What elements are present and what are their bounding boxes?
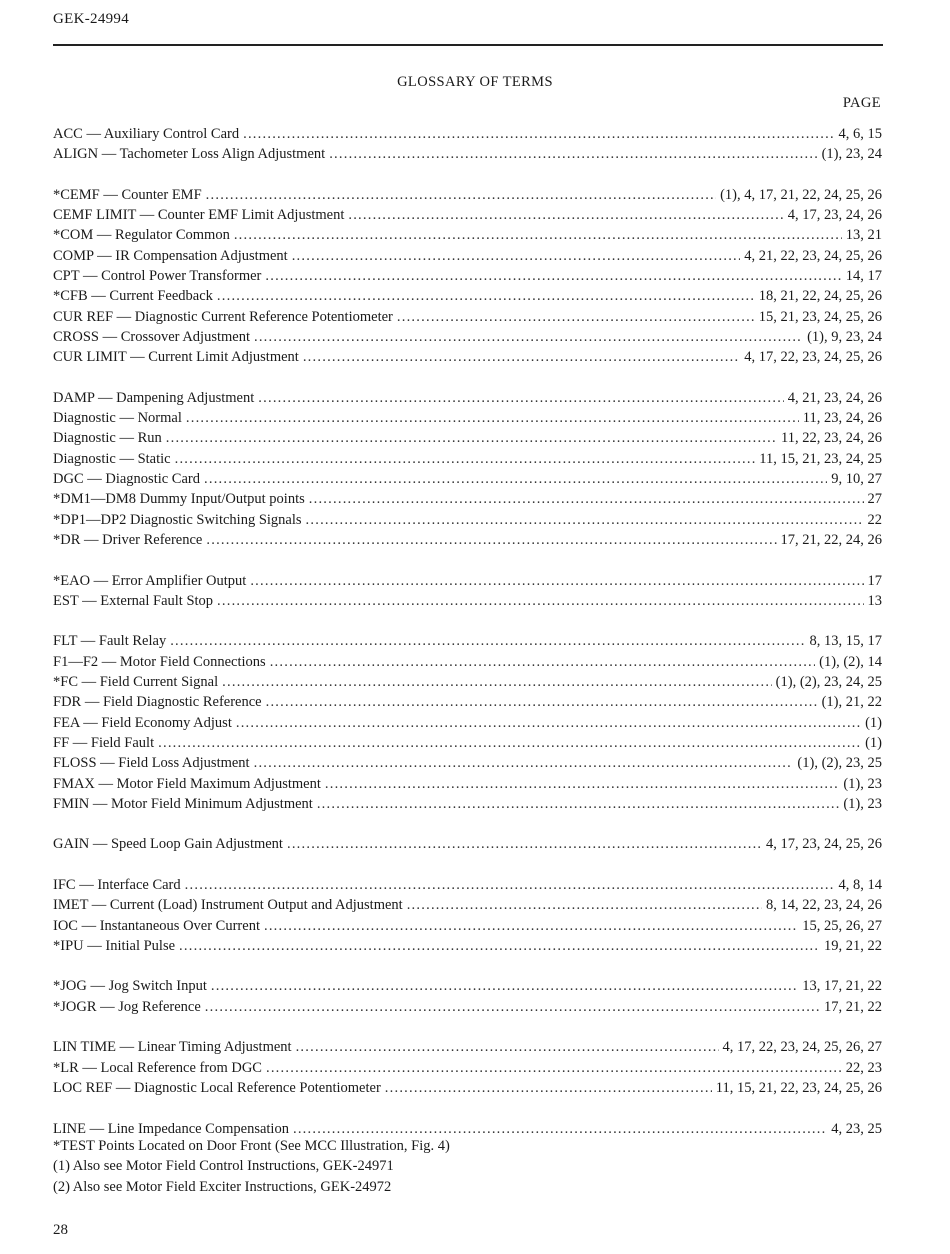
entry-pages: 9, 10, 27 bbox=[831, 471, 882, 488]
entry-term: *LR — Local Reference from DGC bbox=[53, 1059, 262, 1076]
glossary-entry bbox=[53, 834, 882, 854]
dot-leader bbox=[292, 246, 741, 266]
entry-pages: (1), (2), 14 bbox=[819, 653, 882, 670]
glossary-group bbox=[53, 571, 882, 612]
dot-leader bbox=[254, 327, 803, 347]
entry-pages: 8, 13, 15, 17 bbox=[809, 633, 882, 650]
dot-leader bbox=[185, 875, 835, 895]
entry-pages: (1), (2), 23, 24, 25 bbox=[775, 674, 882, 691]
dot-leader bbox=[266, 1058, 842, 1078]
entry-term: IFC — Interface Card bbox=[53, 876, 181, 893]
entry-term: FMIN — Motor Field Minimum Adjustment bbox=[53, 795, 313, 812]
dot-leader bbox=[222, 672, 772, 692]
entry-term: F1—F2 — Motor Field Connections bbox=[53, 653, 266, 670]
entry-term: IMET — Current (Load) Instrument Output and Adjustment bbox=[53, 897, 403, 914]
entry-pages: 4, 17, 22, 23, 24, 25, 26, 27 bbox=[722, 1039, 882, 1056]
dot-leader bbox=[317, 794, 840, 814]
glossary-entry bbox=[53, 895, 882, 915]
glossary-entry bbox=[53, 307, 882, 327]
entry-term: DGC — Diagnostic Card bbox=[53, 471, 200, 488]
entry-pages: (1) bbox=[865, 734, 882, 751]
glossary-group bbox=[53, 124, 882, 165]
entry-term: Diagnostic — Normal bbox=[53, 410, 182, 427]
dot-leader bbox=[217, 286, 755, 306]
entry-pages: 11, 22, 23, 24, 26 bbox=[781, 430, 882, 447]
entry-term: FMAX — Motor Field Maximum Adjustment bbox=[53, 775, 321, 792]
dot-leader bbox=[211, 976, 798, 996]
dot-leader bbox=[206, 185, 716, 205]
glossary-entry bbox=[53, 144, 882, 164]
dot-leader bbox=[179, 936, 820, 956]
glossary-entry bbox=[53, 1058, 882, 1078]
dot-leader bbox=[287, 834, 762, 854]
glossary-entry bbox=[53, 976, 882, 996]
dot-leader bbox=[296, 1037, 719, 1057]
dot-leader bbox=[270, 652, 815, 672]
entry-pages: 27 bbox=[867, 491, 882, 508]
entry-term: *DP1—DP2 Diagnostic Switching Signals bbox=[53, 511, 302, 528]
entry-pages: 4, 8, 14 bbox=[838, 876, 882, 893]
dot-leader bbox=[205, 997, 820, 1017]
glossary-group bbox=[53, 976, 882, 1017]
dot-leader bbox=[325, 774, 839, 794]
glossary-entry bbox=[53, 246, 882, 266]
entry-pages: 4, 21, 23, 24, 26 bbox=[787, 389, 882, 406]
entry-term: FF — Field Fault bbox=[53, 734, 155, 751]
glossary-entry bbox=[53, 428, 882, 448]
entry-term: CROSS — Crossover Adjustment bbox=[53, 328, 250, 345]
glossary-entry bbox=[53, 692, 882, 712]
entry-term: LIN TIME — Linear Timing Adjustment bbox=[53, 1039, 292, 1056]
dot-leader bbox=[303, 347, 740, 367]
dot-leader bbox=[329, 144, 817, 164]
footnotes bbox=[53, 1136, 450, 1197]
entry-term: GAIN — Speed Loop Gain Adjustment bbox=[53, 836, 283, 853]
glossary-entry bbox=[53, 530, 882, 550]
entry-pages: 11, 15, 21, 22, 23, 24, 25, 26 bbox=[715, 1079, 882, 1096]
glossary-entry bbox=[53, 713, 882, 733]
dot-leader bbox=[385, 1078, 712, 1098]
entry-pages: (1), 21, 22 bbox=[821, 694, 882, 711]
entry-term: *JOG — Jog Switch Input bbox=[53, 978, 207, 995]
entry-term: *JOGR — Jog Reference bbox=[53, 998, 201, 1015]
dot-leader bbox=[175, 449, 756, 469]
glossary-group bbox=[53, 834, 882, 854]
glossary-group bbox=[53, 631, 882, 814]
glossary-entry bbox=[53, 489, 882, 509]
glossary-entry bbox=[53, 875, 882, 895]
glossary-entry bbox=[53, 733, 882, 753]
entry-pages: 19, 21, 22 bbox=[824, 937, 882, 954]
glossary-entry bbox=[53, 672, 882, 692]
glossary-entry bbox=[53, 449, 882, 469]
entry-pages: 22, 23 bbox=[845, 1059, 882, 1076]
entry-pages: 11, 15, 21, 23, 24, 25 bbox=[759, 450, 882, 467]
glossary-group bbox=[53, 875, 882, 956]
glossary-list bbox=[53, 124, 882, 1159]
entry-term: *COM — Regulator Common bbox=[53, 227, 230, 244]
glossary-entry bbox=[53, 571, 882, 591]
glossary-entry bbox=[53, 124, 882, 144]
entry-term: CPT — Control Power Transformer bbox=[53, 268, 262, 285]
footnote-2: (2) Also see Motor Field Exciter Instructions, GEK-24972 bbox=[53, 1178, 392, 1195]
dot-leader bbox=[166, 428, 777, 448]
entry-pages: 17 bbox=[867, 572, 882, 589]
entry-term: COMP — IR Compensation Adjustment bbox=[53, 247, 288, 264]
page-column-label: PAGE bbox=[842, 95, 881, 111]
entry-pages: 4, 6, 15 bbox=[838, 126, 882, 142]
entry-pages: 4, 17, 22, 23, 24, 25, 26 bbox=[744, 349, 882, 366]
glossary-entry bbox=[53, 1037, 882, 1057]
dot-leader bbox=[266, 692, 818, 712]
entry-pages: (1), 4, 17, 21, 22, 24, 25, 26 bbox=[720, 186, 882, 203]
document-code: GEK-24994 bbox=[53, 11, 130, 27]
glossary-entry bbox=[53, 347, 882, 367]
glossary-entry bbox=[53, 1078, 882, 1098]
entry-term: FLOSS — Field Loss Adjustment bbox=[53, 755, 250, 772]
dot-leader bbox=[348, 205, 783, 225]
glossary-entry bbox=[53, 205, 882, 225]
glossary-entry bbox=[53, 408, 882, 428]
glossary-entry bbox=[53, 185, 882, 205]
dot-leader bbox=[407, 895, 762, 915]
dot-leader bbox=[170, 631, 805, 651]
entry-pages: 17, 21, 22 bbox=[824, 998, 882, 1015]
entry-term: *DM1—DM8 Dummy Input/Output points bbox=[53, 491, 305, 508]
dot-leader bbox=[236, 713, 861, 733]
dot-leader bbox=[186, 408, 799, 428]
entry-term: DAMP — Dampening Adjustment bbox=[53, 389, 255, 406]
glossary-entry bbox=[53, 794, 882, 814]
entry-pages: 13, 21 bbox=[845, 227, 882, 244]
entry-term: CUR REF — Diagnostic Current Reference Potentiometer bbox=[53, 308, 393, 325]
glossary-group bbox=[53, 388, 882, 550]
dot-leader bbox=[217, 591, 863, 611]
dot-leader bbox=[265, 266, 841, 286]
glossary-entry bbox=[53, 225, 882, 245]
page-number: 28 bbox=[53, 1222, 68, 1238]
footnote-1: (1) Also see Motor Field Control Instructions, GEK-24971 bbox=[53, 1158, 394, 1175]
entry-term: *CEMF — Counter EMF bbox=[53, 186, 202, 203]
dot-leader bbox=[158, 733, 861, 753]
glossary-entry bbox=[53, 591, 882, 611]
glossary-entry bbox=[53, 469, 882, 489]
dot-leader bbox=[250, 571, 863, 591]
footnote-test-points: *TEST Points Located on Door Front (See MCC Illustration, Fig. 4) bbox=[53, 1138, 450, 1154]
entry-pages: 8, 14, 22, 23, 24, 26 bbox=[766, 897, 882, 914]
glossary-entry bbox=[53, 997, 882, 1017]
entry-pages: 4, 17, 23, 24, 25, 26 bbox=[766, 836, 882, 853]
entry-pages: 18, 21, 22, 24, 25, 26 bbox=[758, 288, 882, 305]
glossary-entry bbox=[53, 631, 882, 651]
dot-leader bbox=[254, 753, 794, 773]
dot-leader bbox=[309, 489, 864, 509]
entry-term: FEA — Field Economy Adjust bbox=[53, 714, 232, 731]
dot-leader bbox=[206, 530, 776, 550]
dot-leader bbox=[306, 510, 864, 530]
entry-term: FLT — Fault Relay bbox=[53, 633, 167, 650]
entry-pages: 14, 17 bbox=[845, 268, 882, 285]
glossary-entry bbox=[53, 510, 882, 530]
dot-leader bbox=[234, 225, 842, 245]
dot-leader bbox=[243, 124, 834, 144]
entry-pages: 13, 17, 21, 22 bbox=[802, 978, 882, 995]
entry-term: ALIGN — Tachometer Loss Align Adjustment bbox=[53, 146, 326, 163]
entry-term: CUR LIMIT — Current Limit Adjustment bbox=[53, 349, 299, 366]
entry-term: Diagnostic — Run bbox=[53, 430, 162, 447]
entry-pages: (1), (2), 23, 25 bbox=[797, 755, 882, 772]
entry-pages: 15, 21, 23, 24, 25, 26 bbox=[758, 308, 882, 325]
glossary-entry bbox=[53, 327, 882, 347]
entry-pages: 11, 23, 24, 26 bbox=[802, 410, 882, 427]
entry-term: CEMF LIMIT — Counter EMF Limit Adjustment bbox=[53, 207, 345, 224]
entry-term: Diagnostic — Static bbox=[53, 450, 171, 467]
entry-term: LINE — Line Impedance Compensation bbox=[53, 1120, 289, 1137]
entry-term: IOC — Instantaneous Over Current bbox=[53, 917, 260, 934]
page-title: GLOSSARY OF TERMS bbox=[397, 74, 553, 90]
entry-term: FDR — Field Diagnostic Reference bbox=[53, 694, 262, 711]
glossary-group bbox=[53, 185, 882, 368]
glossary-entry bbox=[53, 774, 882, 794]
entry-term: *EAO — Error Amplifier Output bbox=[53, 572, 247, 589]
dot-leader bbox=[204, 469, 827, 489]
glossary-group bbox=[53, 1037, 882, 1098]
entry-pages: 15, 25, 26, 27 bbox=[802, 917, 882, 934]
glossary-entry bbox=[53, 936, 882, 956]
entry-term: EST — External Fault Stop bbox=[53, 592, 214, 609]
entry-pages: (1), 23, 24 bbox=[821, 146, 882, 163]
entry-pages: (1), 9, 23, 24 bbox=[807, 328, 882, 345]
entry-pages: 4, 17, 23, 24, 26 bbox=[787, 207, 882, 224]
entry-pages: 22 bbox=[867, 511, 882, 528]
entry-term: *IPU — Initial Pulse bbox=[53, 937, 176, 954]
entry-pages: 4, 23, 25 bbox=[831, 1120, 882, 1137]
entry-pages: 17, 21, 22, 24, 26 bbox=[780, 531, 882, 548]
entry-term: LOC REF — Diagnostic Local Reference Potentiometer bbox=[53, 1079, 381, 1096]
dot-leader bbox=[258, 388, 783, 408]
entry-pages: (1) bbox=[865, 714, 882, 731]
header-rule bbox=[53, 44, 883, 46]
glossary-entry bbox=[53, 266, 882, 286]
entry-term: *CFB — Current Feedback bbox=[53, 288, 213, 305]
entry-pages: (1), 23 bbox=[843, 795, 882, 812]
entry-term: *DR — Driver Reference bbox=[53, 531, 203, 548]
glossary-entry bbox=[53, 388, 882, 408]
entry-term: *FC — Field Current Signal bbox=[53, 674, 219, 691]
glossary-entry bbox=[53, 286, 882, 306]
glossary-entry bbox=[53, 753, 882, 773]
glossary-entry bbox=[53, 916, 882, 936]
entry-pages: 13 bbox=[867, 592, 882, 609]
entry-pages: (1), 23 bbox=[843, 775, 882, 792]
glossary-entry bbox=[53, 652, 882, 672]
entry-pages: 4, 21, 22, 23, 24, 25, 26 bbox=[744, 247, 882, 264]
dot-leader bbox=[264, 916, 798, 936]
entry-term: ACC — Auxiliary Control Card bbox=[53, 126, 240, 142]
dot-leader bbox=[397, 307, 755, 327]
